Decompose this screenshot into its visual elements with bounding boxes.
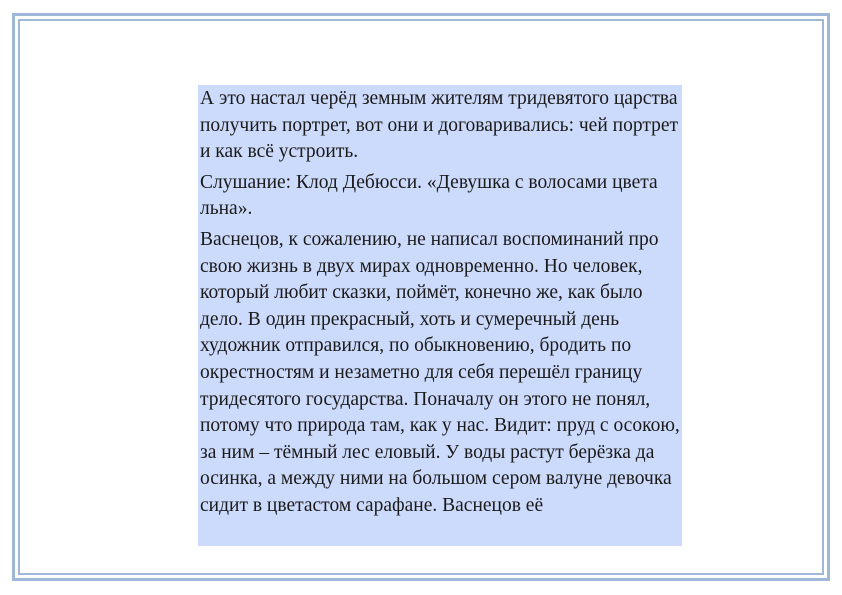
paragraph-story: Васнецов, к сожалению, не написал воспоминаний про свою жизнь в двух мирах одновременно. Но человек, который любит сказки, поймёт, конечно же, как было дело. В один прекрасный, хоть и сумеречный день художник отправился, по обыкновению, бродить по окрестностям и незаметно для себя перешёл границу тридесятого государства. Поначалу он этого не понял, потому что природа там, как у нас. Видит: пруд с осокою, за ним – тёмный лес еловый. У воды растут берёзка да осинка, а между ними на большом сером валуне девочка сидит в цветастом сарафане. Васнецов её [200, 228, 680, 516]
paragraph-listening: Слушание: Клод Дебюсси. «Девушка с волосами цвета льна». [200, 171, 658, 220]
paragraph-intro: А это настал черёд земным жителям тридевятого царства получить портрет, вот они и договаривались: чей портрет и как всё устроить. [200, 88, 679, 163]
text-box[interactable] [198, 85, 682, 546]
